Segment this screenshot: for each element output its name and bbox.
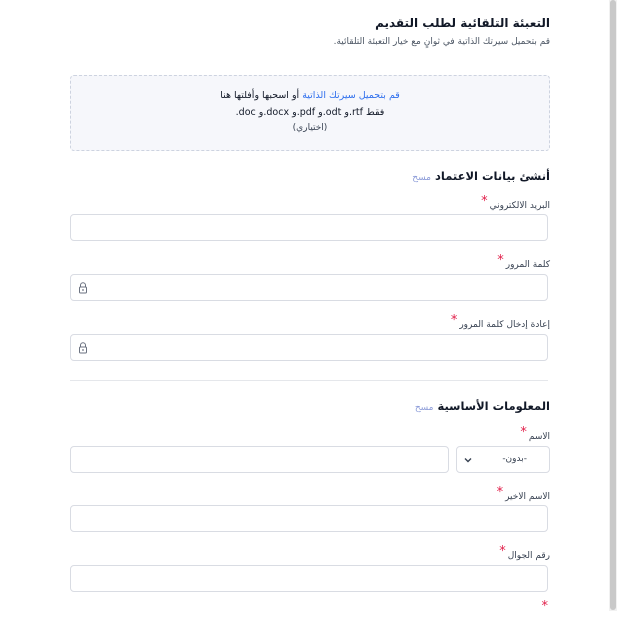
dropzone-line-1 [71,90,549,101]
upload-resume-link[interactable]: قم بتحميل سيرتك الذاتية [302,90,400,101]
dropzone-instruction: أو اسحبها وأفلتها هنا [220,90,303,101]
mobile-label-text: رقم الجوال [507,551,550,561]
last-name-field[interactable] [70,505,548,532]
chevron-down-icon [463,455,473,465]
confirm-password-field[interactable] [70,334,548,361]
password-visibility-icon[interactable] [77,281,89,294]
section-divider [70,380,548,381]
required-mark: * [496,485,504,500]
email-label [481,194,550,212]
resume-dropzone[interactable] [70,75,550,151]
first-name-field[interactable] [70,446,449,473]
required-mark: * [499,544,506,559]
mobile-field[interactable] [70,565,548,592]
password-label-text: كلمة المرور [505,260,550,270]
first-name-label-text: الاسم [528,432,550,442]
basic-info-title [415,399,550,413]
credentials-title-text: أنشئ بيانات الاعتماد [434,169,550,183]
autofill-title: التعبئة التلقائية لطلب التقديم [375,16,550,30]
dropzone-formats: .doc و.docx و.pdf و.odt و.rtf فقط [235,107,385,118]
confirm-password-label [450,313,550,331]
confirm-password-visibility-icon[interactable] [77,341,89,354]
dropzone-optional: (اختياري) [292,123,328,133]
required-mark: * [520,425,527,440]
required-mark: * [497,253,504,268]
basic-info-clear-link[interactable]: مسح [414,403,434,413]
required-mark: * [541,599,548,614]
last-name-label-text: الاسم الاخير [505,492,550,502]
name-prefix-value: -بدون- [502,454,527,464]
credentials-clear-link[interactable]: مسح [412,173,431,183]
last-name-label [496,485,550,503]
first-name-label [520,425,550,443]
required-mark: * [481,194,488,209]
email-field[interactable] [70,214,548,241]
scrollbar-track[interactable] [609,0,617,611]
password-field[interactable] [70,274,548,301]
next-field-label [541,599,551,617]
autofill-subtitle: قم بتحميل سيرتك الذاتية في ثوانٍ مع خيار التعبئة التلقائية. [333,37,550,47]
credentials-title [412,169,550,183]
mobile-label [499,544,550,562]
basic-info-title-text: المعلومات الأساسية [437,399,550,413]
confirm-password-label-text: إعادة إدخال كلمة المرور [459,320,550,330]
scrollbar-thumb[interactable] [610,0,616,610]
password-label [497,253,550,271]
required-mark: * [450,313,458,328]
name-prefix-select[interactable] [456,446,550,473]
email-label-text: البريد الالكتروني [489,201,550,211]
